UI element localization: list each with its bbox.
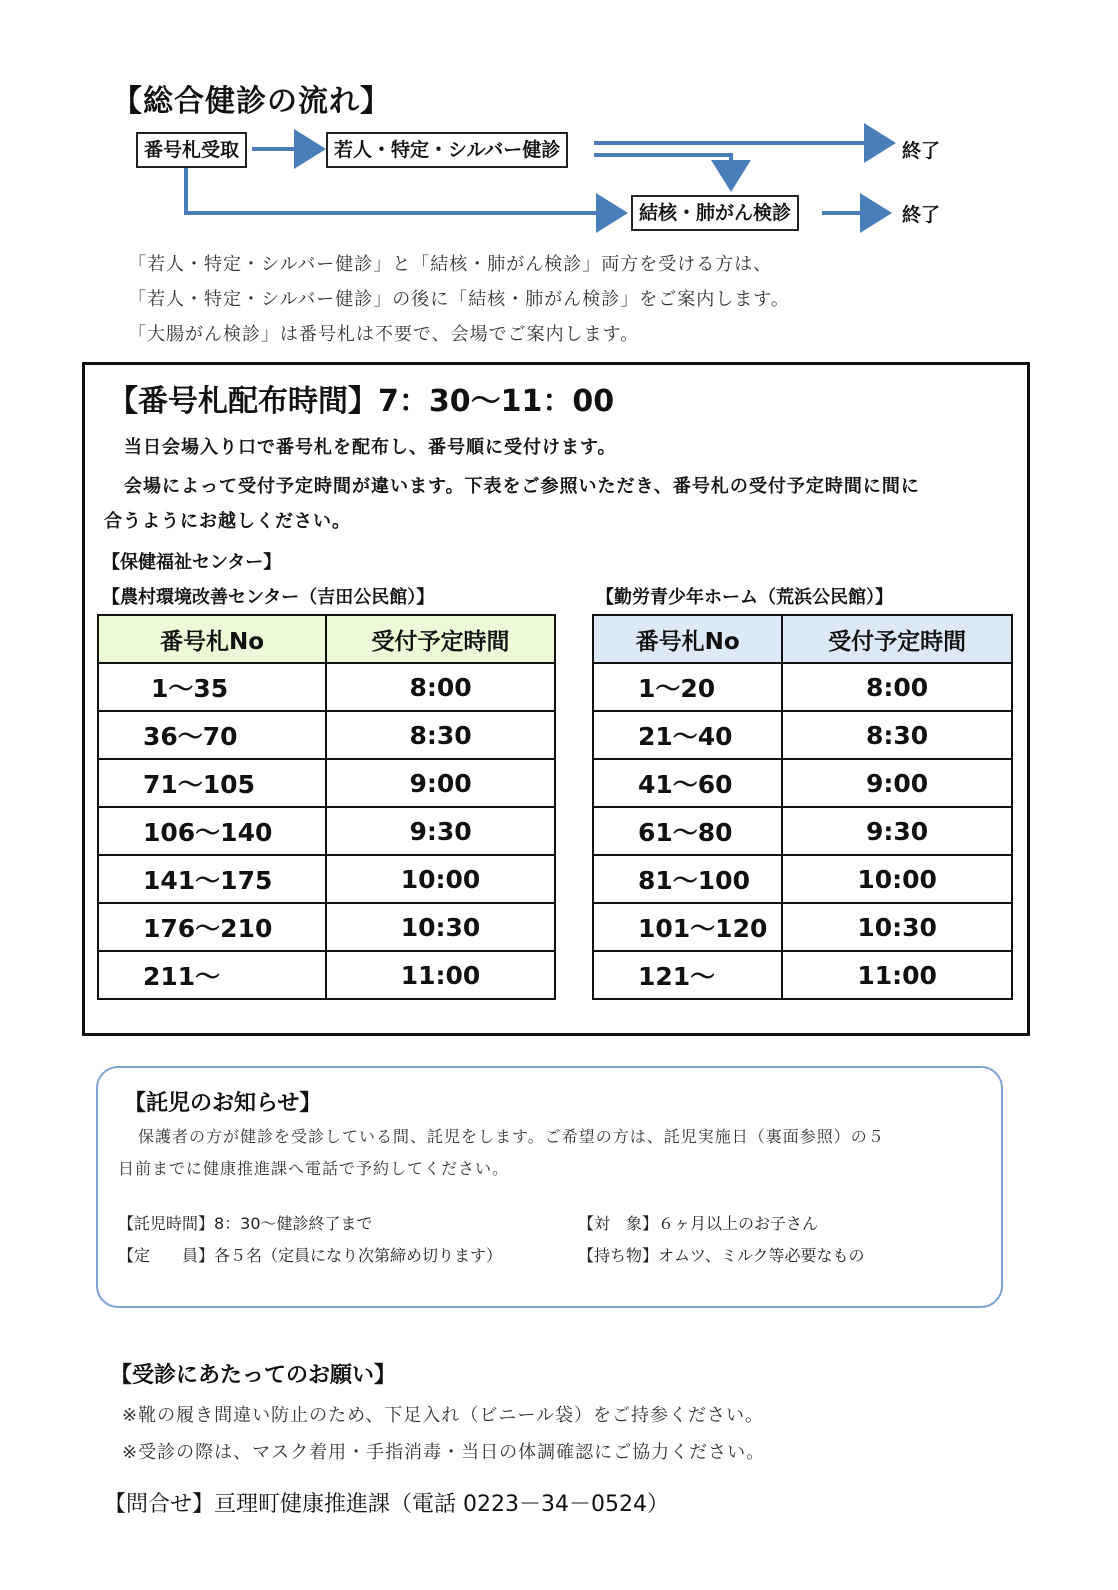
- cell-time: 10:30: [326, 903, 555, 951]
- venue-left-2: 【農村環境改善センター（吉田公民館）】: [102, 587, 435, 608]
- childcare-title: 【託児のお知らせ】: [124, 1091, 322, 1116]
- cell-time: 9:30: [326, 807, 555, 855]
- cell-number-range: 81～100: [593, 855, 782, 903]
- cell-time: 9:00: [326, 759, 555, 807]
- cell-number-range: 106～140: [98, 807, 326, 855]
- schedule-table-right: [592, 614, 1013, 1000]
- venue-right: 【勤労青少年ホーム（荒浜公民館）】: [596, 587, 893, 608]
- table-row: [593, 903, 1012, 951]
- cell-number-range: 101～120: [593, 903, 782, 951]
- table-row: [98, 807, 555, 855]
- header-time: 受付予定時間: [782, 615, 1012, 663]
- cell-number-range: 21～40: [593, 711, 782, 759]
- cell-number-range: 1～35: [98, 663, 326, 711]
- header-time: 受付予定時間: [326, 615, 555, 663]
- table-row: [98, 951, 555, 999]
- childcare-text-1: 保護者の方が健診を受診している間、託児をします。ご希望の方は、託児実施日（裏面参照）の５: [138, 1127, 885, 1146]
- cell-number-range: 71～105: [98, 759, 326, 807]
- cell-time: 11:00: [782, 951, 1012, 999]
- table-row: [593, 663, 1012, 711]
- note-line-3: 「大腸がん検診」は番号札は不要で、会場でご案内します。: [128, 324, 640, 345]
- distribution-line-1: 当日会場入り口で番号札を配布し、番号順に受付けます。: [124, 437, 617, 458]
- note-line-2: 「若人・特定・シルバー健診」の後に「結核・肺がん検診」をご案内します。: [128, 289, 790, 310]
- flow-box-tb: 結核・肺がん検診: [631, 195, 799, 231]
- distribution-line-2b: 合うようにお越しください。: [104, 511, 351, 532]
- table-row: [593, 711, 1012, 759]
- venue-left-1: 【保健福祉センター】: [102, 552, 282, 573]
- table-row: [98, 663, 555, 711]
- childcare-time: 【託児時間】8：30～健診終了まで: [118, 1214, 373, 1233]
- cell-number-range: 141～175: [98, 855, 326, 903]
- requests-title: 【受診にあたってのお願い】: [110, 1363, 397, 1388]
- cell-time: 10:00: [326, 855, 555, 903]
- cell-number-range: 176～210: [98, 903, 326, 951]
- request-item-2: ※受診の際は、マスク着用・手指消毒・当日の体調確認にご協力ください。: [122, 1442, 766, 1463]
- flow-box-ticket: 番号札受取: [136, 132, 247, 168]
- table-row: [593, 807, 1012, 855]
- flow-end-2: 終了: [902, 204, 941, 226]
- arrow-checkup-to-tb: [594, 155, 731, 184]
- table-row: [98, 903, 555, 951]
- childcare-capacity: 【定 員】各５名（定員になり次第締め切ります）: [118, 1246, 503, 1265]
- cell-time: 8:00: [326, 663, 555, 711]
- cell-time: 10:30: [782, 903, 1012, 951]
- cell-number-range: 36～70: [98, 711, 326, 759]
- header-no: 番号札No: [98, 615, 326, 663]
- distribution-line-2a: 会場によって受付予定時間が違います。下表をご参照いただき、番号札の受付予定時間に間に: [124, 476, 920, 497]
- table-row: [98, 759, 555, 807]
- cell-number-range: 211～: [98, 951, 326, 999]
- cell-number-range: 61～80: [593, 807, 782, 855]
- request-item-1: ※靴の履き間違い防止のため、下足入れ（ビニール袋）をご持参ください。: [122, 1405, 764, 1426]
- table-row: [593, 855, 1012, 903]
- schedule-table-left: [97, 614, 556, 1000]
- header-no: 番号札No: [593, 615, 782, 663]
- cell-time: 8:30: [326, 711, 555, 759]
- flow-box-checkup: 若人・特定・シルバー健診: [326, 132, 568, 168]
- distribution-title: 【番号札配布時間】7：30～11：00: [108, 384, 615, 419]
- cell-number-range: 41～60: [593, 759, 782, 807]
- childcare-target: 【対 象】６ヶ月以上のお子さん: [578, 1214, 819, 1233]
- table-row: [98, 855, 555, 903]
- flow-end-1: 終了: [902, 140, 941, 162]
- table-header-row: [593, 615, 1012, 663]
- childcare-text-2: 日前までに健康推進課へ電話で予約してください。: [118, 1159, 510, 1178]
- cell-time: 10:00: [782, 855, 1012, 903]
- cell-time: 9:30: [782, 807, 1012, 855]
- flow-title: 【総合健診の流れ】: [112, 84, 391, 119]
- note-line-1: 「若人・特定・シルバー健診」と「結核・肺がん検診」両方を受ける方は、: [128, 254, 773, 275]
- cell-number-range: 121～: [593, 951, 782, 999]
- contact-info: 【問合せ】亘理町健康推進課（電話 0223－34－0524）: [104, 1492, 669, 1517]
- table-row: [593, 759, 1012, 807]
- cell-time: 8:30: [782, 711, 1012, 759]
- childcare-items: 【持ち物】オムツ、ミルク等必要なもの: [578, 1246, 865, 1265]
- table-header-row: [98, 615, 555, 663]
- flow-arrows: [0, 0, 1118, 250]
- table-row: [98, 711, 555, 759]
- table-row: [593, 951, 1012, 999]
- cell-time: 9:00: [782, 759, 1012, 807]
- cell-number-range: 1～20: [593, 663, 782, 711]
- cell-time: 8:00: [782, 663, 1012, 711]
- arrow-ticket-to-tb: [186, 168, 620, 213]
- cell-time: 11:00: [326, 951, 555, 999]
